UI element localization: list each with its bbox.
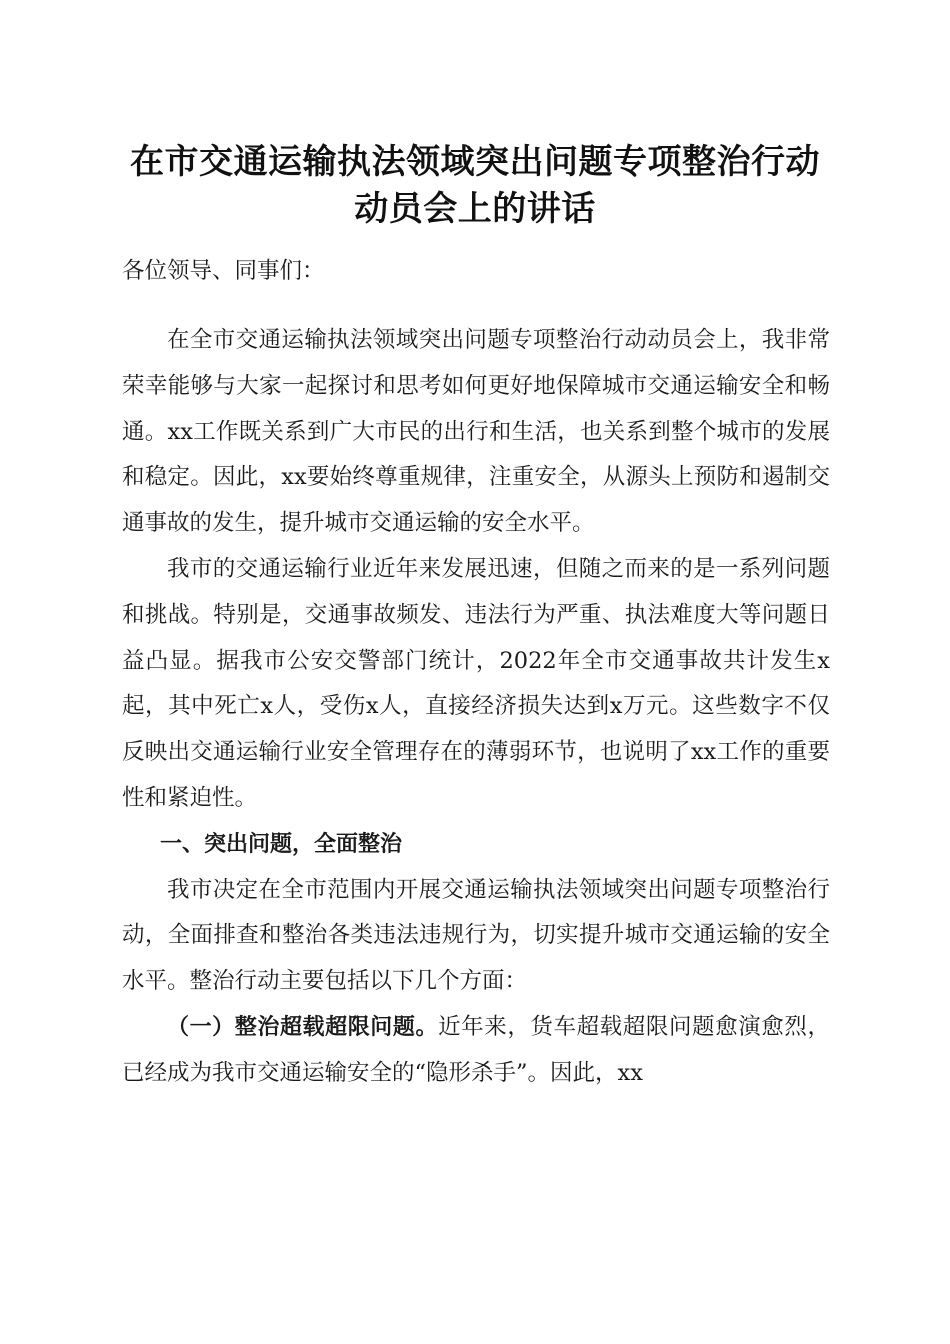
document-title-line-1: 在市交通运输执法领域突出问题专项整治行动 [130,142,820,182]
paragraph-opening: 在全市交通运输执法领域突出问题专项整治行动动员会上，我非常荣幸能够与大家一起探讨和思考如何更好地保障城市交通运输安全和畅通。xx工作既关系到广大市民的出行和生活，也关系到整个城市的发展和稳定。因此，xx要始终尊重规律，注重安全，从源头上预防和遏制交通事故的发生，提升城市交通运输的安全水平。 [122,327,830,537]
document-body [122,318,830,1097]
paragraph-action-overview: 我市决定在全市范围内开展交通运输执法领域突出问题专项整治行动，全面排查和整治各类违法违规行为，切实提升城市交通运输的安全水平。整治行动主要包括以下几个方面： [122,876,830,995]
paragraph-overload-issue [122,1005,830,1097]
subsection-text-1: 近年来，货车超载超限问题愈演愈烈，已经成为我市交通运输安全的“隐形杀手”。因此，xx [122,1013,830,1086]
salutation: 各位领导、同事们： [122,258,325,284]
paragraph-background: 我市的交通运输行业近年来发展迅速，但随之而来的是一系列问题和挑战。特别是，交通事故频发、违法行为严重、执法难度大等问题日益凸显。据我市公安交警部门统计，2022年全市交通事故共计发生x起，其中死亡x人，受伤x人，直接经济损失达到x万元。这些数字不仅反映出交通运输行业安全管理存在的薄弱环节，也说明了xx工作的重要性和紧迫性。 [122,555,830,811]
document-title-line-2: 动员会上的讲话 [354,189,596,229]
section-heading-1: 一、突出问题，全面整治 [160,831,403,857]
subsection-heading-1: （一）整治超载超限问题。 [167,1014,439,1040]
